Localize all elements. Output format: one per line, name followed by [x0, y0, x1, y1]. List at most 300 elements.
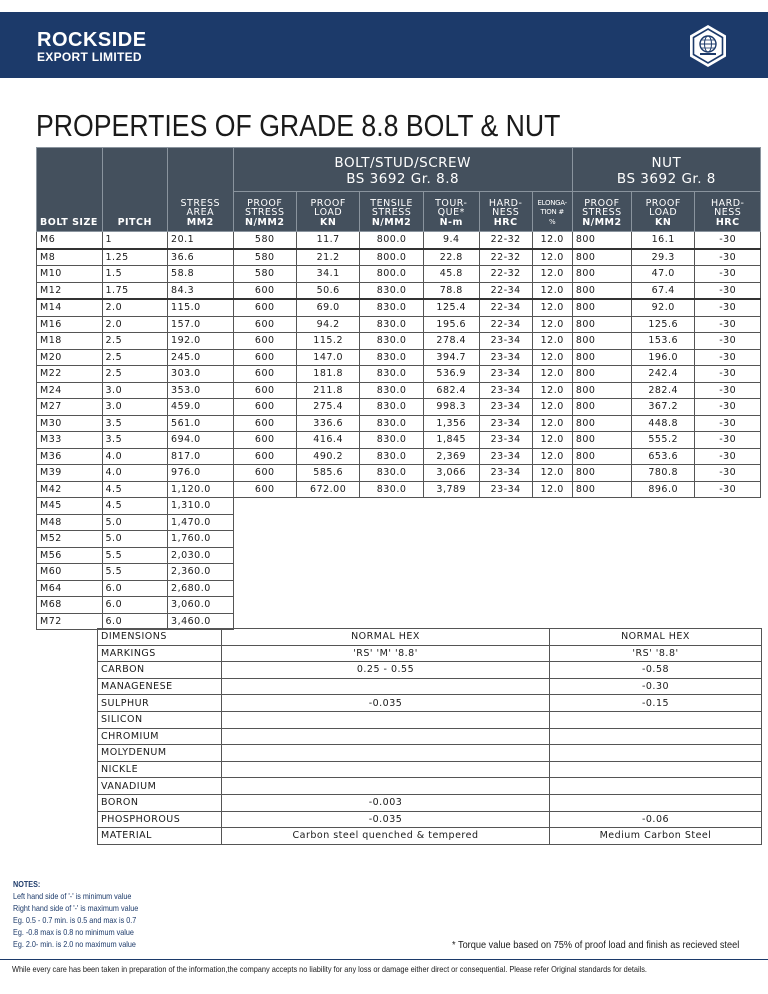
cell-hrc: 23-34: [479, 432, 532, 449]
property-name: NICKLE: [98, 761, 222, 778]
cell-tq: 45.8: [423, 266, 479, 283]
table-row: [37, 249, 761, 266]
cell-area: 694.0: [168, 432, 234, 449]
table-row: [37, 547, 761, 564]
cell-hrc: 23-34: [479, 415, 532, 432]
cell-pl: 34.1: [296, 266, 359, 283]
cell-size: M30: [37, 415, 103, 432]
cell-pitch: 6.0: [102, 597, 168, 614]
composition-body: [98, 629, 762, 845]
cell-tq: 2,369: [423, 448, 479, 465]
cell-ts: 830.0: [360, 399, 423, 416]
header-stress-area: STRESS AREA MM2: [168, 148, 234, 232]
cell-nhrc: -30: [695, 366, 761, 383]
cell-nps: 800: [572, 399, 631, 416]
empty-cell: [233, 498, 760, 515]
cell-pitch: 2.5: [102, 333, 168, 350]
cell-pitch: 5.5: [102, 547, 168, 564]
cell-ps: 600: [233, 349, 296, 366]
cell-npl: 125.6: [632, 316, 695, 333]
property-nut: -0.15: [550, 695, 762, 712]
cell-pitch: 2.0: [102, 316, 168, 333]
table-row: [37, 432, 761, 449]
cell-nps: 800: [572, 333, 631, 350]
header-hardness: HARD- NESS HRC: [479, 192, 532, 232]
cell-pl: 69.0: [296, 299, 359, 316]
header-tensile-stress: TENSILE STRESS N/MM2: [360, 192, 423, 232]
header-nut-hardness: HARD- NESS HRC: [695, 192, 761, 232]
header-nut-proof-load: PROOF LOAD KN: [632, 192, 695, 232]
property-name: MOLYDENUM: [98, 745, 222, 762]
property-nut: -0.30: [550, 678, 762, 695]
cell-size: M8: [37, 249, 103, 266]
cell-area: 36.6: [168, 249, 234, 266]
property-name: MANAGENESE: [98, 678, 222, 695]
cell-pitch: 3.5: [102, 432, 168, 449]
table-row: [37, 282, 761, 299]
table-row: [37, 299, 761, 316]
cell-area: 459.0: [168, 399, 234, 416]
brand-subtitle: EXPORT LIMITED: [37, 50, 142, 64]
table-body: [37, 232, 761, 630]
cell-area: 58.8: [168, 266, 234, 283]
cell-size: M64: [37, 580, 103, 597]
cell-ps: 600: [233, 333, 296, 350]
cell-tq: 125.4: [423, 299, 479, 316]
cell-ts: 800.0: [360, 249, 423, 266]
cell-ts: 830.0: [360, 432, 423, 449]
note-line: Eg. 2.0- min. is 2.0 no maximum value: [13, 939, 136, 949]
cell-pl: 181.8: [296, 366, 359, 383]
property-nut: NORMAL HEX: [550, 629, 762, 646]
property-bolt: [222, 761, 550, 778]
cell-tq: 536.9: [423, 366, 479, 383]
cell-nps: 800: [572, 366, 631, 383]
cell-size: M42: [37, 481, 103, 498]
cell-el: 12.0: [532, 415, 572, 432]
cell-pitch: 4.5: [102, 481, 168, 498]
property-row: [98, 678, 762, 695]
cell-ps: 600: [233, 299, 296, 316]
cell-hrc: 23-34: [479, 465, 532, 482]
cell-el: 12.0: [532, 432, 572, 449]
property-nut: 'RS' '8.8': [550, 645, 762, 662]
cell-ps: 580: [233, 266, 296, 283]
cell-ts: 830.0: [360, 481, 423, 498]
header-nut-proof-stress: PROOF STRESS N/MM2: [572, 192, 631, 232]
brand-name: ROCKSIDE: [37, 29, 147, 51]
note-line: Eg. -0.8 max is 0.8 no minimum value: [13, 927, 134, 937]
note-line: Right hand side of '-' is maximum value: [13, 903, 139, 913]
cell-area: 561.0: [168, 415, 234, 432]
property-nut: [550, 745, 762, 762]
cell-ts: 830.0: [360, 333, 423, 350]
cell-hrc: 23-34: [479, 333, 532, 350]
cell-tq: 3,789: [423, 481, 479, 498]
cell-pitch: 5.0: [102, 531, 168, 548]
cell-tq: 3,066: [423, 465, 479, 482]
cell-pitch: 1: [102, 232, 168, 249]
group-bolt: BOLT/STUD/SCREW BS 3692 Gr. 8.8: [233, 148, 572, 192]
property-name: SILICON: [98, 711, 222, 728]
cell-npl: 448.8: [632, 415, 695, 432]
cell-ps: 580: [233, 249, 296, 266]
property-bolt: -0.003: [222, 794, 550, 811]
property-row: [98, 662, 762, 679]
cell-ts: 830.0: [360, 448, 423, 465]
cell-nps: 800: [572, 481, 631, 498]
property-bolt: [222, 678, 550, 695]
cell-ts: 830.0: [360, 282, 423, 299]
cell-npl: 367.2: [632, 399, 695, 416]
cell-ts: 830.0: [360, 299, 423, 316]
property-bolt: 'RS' 'M' '8.8': [222, 645, 550, 662]
cell-ts: 830.0: [360, 382, 423, 399]
notes-title: NOTES:: [13, 879, 41, 889]
cell-nhrc: -30: [695, 382, 761, 399]
cell-hrc: 23-34: [479, 382, 532, 399]
property-bolt: [222, 745, 550, 762]
cell-area: 817.0: [168, 448, 234, 465]
table-row: [37, 531, 761, 548]
cell-nps: 800: [572, 432, 631, 449]
cell-nps: 800: [572, 282, 631, 299]
property-row: [98, 761, 762, 778]
table-row: [37, 382, 761, 399]
property-row: [98, 645, 762, 662]
cell-pl: 672.00: [296, 481, 359, 498]
cell-pl: 211.8: [296, 382, 359, 399]
group-nut: NUT BS 3692 Gr. 8: [572, 148, 760, 192]
property-bolt: -0.035: [222, 695, 550, 712]
cell-npl: 16.1: [632, 232, 695, 249]
cell-hrc: 23-34: [479, 481, 532, 498]
cell-nhrc: -30: [695, 481, 761, 498]
cell-ps: 600: [233, 366, 296, 383]
table-row: [37, 448, 761, 465]
cell-area: 2,680.0: [168, 580, 234, 597]
cell-size: M56: [37, 547, 103, 564]
cell-area: 3,060.0: [168, 597, 234, 614]
cell-pl: 416.4: [296, 432, 359, 449]
cell-pl: 275.4: [296, 399, 359, 416]
cell-tq: 278.4: [423, 333, 479, 350]
cell-el: 12.0: [532, 249, 572, 266]
cell-npl: 29.3: [632, 249, 695, 266]
cell-nps: 800: [572, 448, 631, 465]
cell-area: 245.0: [168, 349, 234, 366]
composition-table: [97, 628, 762, 845]
cell-size: M72: [37, 613, 103, 630]
cell-pl: 336.6: [296, 415, 359, 432]
cell-npl: 896.0: [632, 481, 695, 498]
empty-cell: [233, 564, 760, 581]
cell-nhrc: -30: [695, 299, 761, 316]
footer-divider: [0, 959, 768, 960]
cell-ts: 800.0: [360, 266, 423, 283]
cell-size: M6: [37, 232, 103, 249]
cell-pl: 21.2: [296, 249, 359, 266]
cell-el: 12.0: [532, 333, 572, 350]
property-bolt: [222, 711, 550, 728]
cell-el: 12.0: [532, 481, 572, 498]
cell-ts: 800.0: [360, 232, 423, 249]
torque-note: * Torque value based on 75% of proof load and finish as recieved steel: [452, 940, 740, 951]
cell-npl: 67.4: [632, 282, 695, 299]
cell-pitch: 3.0: [102, 399, 168, 416]
table-row: [37, 514, 761, 531]
page-title: PROPERTIES OF GRADE 8.8 BOLT & NUT: [36, 108, 561, 143]
cell-tq: 394.7: [423, 349, 479, 366]
cell-hrc: 23-34: [479, 366, 532, 383]
cell-area: 353.0: [168, 382, 234, 399]
cell-pitch: 5.0: [102, 514, 168, 531]
empty-cell: [233, 597, 760, 614]
table-row: [37, 399, 761, 416]
property-name: CARBON: [98, 662, 222, 679]
note-line: Left hand side of '-' is minimum value: [13, 891, 132, 901]
header-proof-stress: PROOF STRESS N/MM2: [233, 192, 296, 232]
cell-hrc: 22-34: [479, 299, 532, 316]
property-nut: [550, 728, 762, 745]
cell-el: 12.0: [532, 399, 572, 416]
property-nut: Medium Carbon Steel: [550, 828, 762, 845]
cell-nps: 800: [572, 465, 631, 482]
table-row: [37, 366, 761, 383]
property-bolt: [222, 778, 550, 795]
property-bolt: NORMAL HEX: [222, 629, 550, 646]
header-elongation: ELONGA- TION # %: [532, 192, 572, 232]
cell-area: 192.0: [168, 333, 234, 350]
cell-npl: 780.8: [632, 465, 695, 482]
empty-cell: [233, 531, 760, 548]
cell-nhrc: -30: [695, 266, 761, 283]
cell-size: M39: [37, 465, 103, 482]
cell-nps: 800: [572, 349, 631, 366]
cell-area: 157.0: [168, 316, 234, 333]
cell-size: M52: [37, 531, 103, 548]
cell-tq: 195.6: [423, 316, 479, 333]
empty-cell: [233, 547, 760, 564]
cell-npl: 242.4: [632, 366, 695, 383]
table-row: [37, 580, 761, 597]
table-row: [37, 415, 761, 432]
table-row: [37, 232, 761, 249]
cell-nhrc: -30: [695, 448, 761, 465]
cell-nps: 800: [572, 415, 631, 432]
table-row: [37, 333, 761, 350]
table-row: [37, 481, 761, 498]
property-name: MATERIAL: [98, 828, 222, 845]
cell-pitch: 1.5: [102, 266, 168, 283]
cell-tq: 9.4: [423, 232, 479, 249]
header-proof-load: PROOF LOAD KN: [296, 192, 359, 232]
cell-size: M10: [37, 266, 103, 283]
cell-ts: 830.0: [360, 465, 423, 482]
cell-el: 12.0: [532, 299, 572, 316]
cell-npl: 653.6: [632, 448, 695, 465]
cell-pitch: 4.5: [102, 498, 168, 515]
cell-hrc: 22-34: [479, 316, 532, 333]
cell-area: 2,360.0: [168, 564, 234, 581]
table-row: [37, 597, 761, 614]
cell-pl: 115.2: [296, 333, 359, 350]
cell-ts: 830.0: [360, 415, 423, 432]
cell-pitch: 3.0: [102, 382, 168, 399]
cell-ps: 600: [233, 382, 296, 399]
table-row: [37, 349, 761, 366]
property-nut: -0.58: [550, 662, 762, 679]
cell-ps: 600: [233, 399, 296, 416]
header-pitch: PITCH: [102, 148, 168, 232]
cell-nhrc: -30: [695, 232, 761, 249]
table-row: [37, 316, 761, 333]
cell-pitch: 1.75: [102, 282, 168, 299]
cell-size: M27: [37, 399, 103, 416]
globe-hexagon-icon: [686, 24, 730, 68]
cell-pl: 490.2: [296, 448, 359, 465]
cell-hrc: 23-34: [479, 448, 532, 465]
cell-area: 2,030.0: [168, 547, 234, 564]
cell-el: 12.0: [532, 349, 572, 366]
table-row: [37, 564, 761, 581]
cell-nhrc: -30: [695, 399, 761, 416]
cell-tq: 682.4: [423, 382, 479, 399]
properties-table: [36, 147, 761, 630]
cell-nhrc: -30: [695, 415, 761, 432]
cell-npl: 47.0: [632, 266, 695, 283]
cell-el: 12.0: [532, 448, 572, 465]
cell-pitch: 4.0: [102, 465, 168, 482]
cell-ps: 580: [233, 232, 296, 249]
cell-npl: 196.0: [632, 349, 695, 366]
property-name: PHOSPHOROUS: [98, 811, 222, 828]
cell-el: 12.0: [532, 266, 572, 283]
cell-size: M36: [37, 448, 103, 465]
cell-size: M60: [37, 564, 103, 581]
cell-nhrc: -30: [695, 349, 761, 366]
cell-ps: 600: [233, 432, 296, 449]
cell-size: M12: [37, 282, 103, 299]
cell-area: 1,120.0: [168, 481, 234, 498]
cell-nhrc: -30: [695, 432, 761, 449]
property-row: [98, 811, 762, 828]
notes: [13, 878, 138, 950]
property-nut: [550, 778, 762, 795]
cell-nhrc: -30: [695, 333, 761, 350]
cell-area: 976.0: [168, 465, 234, 482]
table-row: [37, 498, 761, 515]
cell-size: M16: [37, 316, 103, 333]
cell-el: 12.0: [532, 282, 572, 299]
cell-npl: 555.2: [632, 432, 695, 449]
cell-hrc: 22-34: [479, 282, 532, 299]
cell-nhrc: -30: [695, 465, 761, 482]
cell-area: 84.3: [168, 282, 234, 299]
cell-pl: 147.0: [296, 349, 359, 366]
property-name: VANADIUM: [98, 778, 222, 795]
cell-nps: 800: [572, 249, 631, 266]
cell-pl: 50.6: [296, 282, 359, 299]
cell-hrc: 22-32: [479, 249, 532, 266]
cell-tq: 78.8: [423, 282, 479, 299]
cell-tq: 22.8: [423, 249, 479, 266]
cell-pl: 585.6: [296, 465, 359, 482]
property-row: [98, 711, 762, 728]
cell-area: 303.0: [168, 366, 234, 383]
cell-area: 3,460.0: [168, 613, 234, 630]
cell-size: M33: [37, 432, 103, 449]
header-bar: [0, 12, 768, 78]
cell-size: M18: [37, 333, 103, 350]
cell-el: 12.0: [532, 382, 572, 399]
cell-ts: 830.0: [360, 366, 423, 383]
cell-hrc: 23-34: [479, 399, 532, 416]
cell-pitch: 6.0: [102, 613, 168, 630]
property-row: [98, 728, 762, 745]
property-nut: [550, 794, 762, 811]
cell-hrc: 23-34: [479, 349, 532, 366]
cell-pitch: 1.25: [102, 249, 168, 266]
cell-pl: 94.2: [296, 316, 359, 333]
cell-nps: 800: [572, 232, 631, 249]
cell-npl: 153.6: [632, 333, 695, 350]
property-name: MARKINGS: [98, 645, 222, 662]
property-name: DIMENSIONS: [98, 629, 222, 646]
property-nut: [550, 711, 762, 728]
cell-hrc: 22-32: [479, 266, 532, 283]
cell-size: M22: [37, 366, 103, 383]
cell-nps: 800: [572, 316, 631, 333]
cell-tq: 998.3: [423, 399, 479, 416]
cell-area: 1,760.0: [168, 531, 234, 548]
cell-el: 12.0: [532, 316, 572, 333]
cell-tq: 1,845: [423, 432, 479, 449]
property-row: [98, 828, 762, 845]
cell-pl: 11.7: [296, 232, 359, 249]
table-row: [37, 266, 761, 283]
property-bolt: 0.25 - 0.55: [222, 662, 550, 679]
cell-nps: 800: [572, 299, 631, 316]
cell-ps: 600: [233, 316, 296, 333]
property-row: [98, 695, 762, 712]
empty-cell: [233, 580, 760, 597]
cell-ps: 600: [233, 415, 296, 432]
cell-ts: 830.0: [360, 316, 423, 333]
cell-area: 115.0: [168, 299, 234, 316]
header-bolt-size: BOLT SIZE: [37, 148, 103, 232]
property-nut: -0.06: [550, 811, 762, 828]
cell-pitch: 5.5: [102, 564, 168, 581]
property-row: [98, 794, 762, 811]
cell-size: M45: [37, 498, 103, 515]
cell-nhrc: -30: [695, 316, 761, 333]
cell-npl: 282.4: [632, 382, 695, 399]
cell-pitch: 2.5: [102, 349, 168, 366]
cell-pitch: 3.5: [102, 415, 168, 432]
cell-size: M20: [37, 349, 103, 366]
header-torque: TOUR- QUE* N-m: [423, 192, 479, 232]
property-bolt: Carbon steel quenched & tempered: [222, 828, 550, 845]
cell-pitch: 4.0: [102, 448, 168, 465]
cell-ps: 600: [233, 465, 296, 482]
cell-area: 1,470.0: [168, 514, 234, 531]
cell-nps: 800: [572, 382, 631, 399]
cell-area: 20.1: [168, 232, 234, 249]
property-name: CHROMIUM: [98, 728, 222, 745]
cell-ps: 600: [233, 282, 296, 299]
cell-nps: 800: [572, 266, 631, 283]
